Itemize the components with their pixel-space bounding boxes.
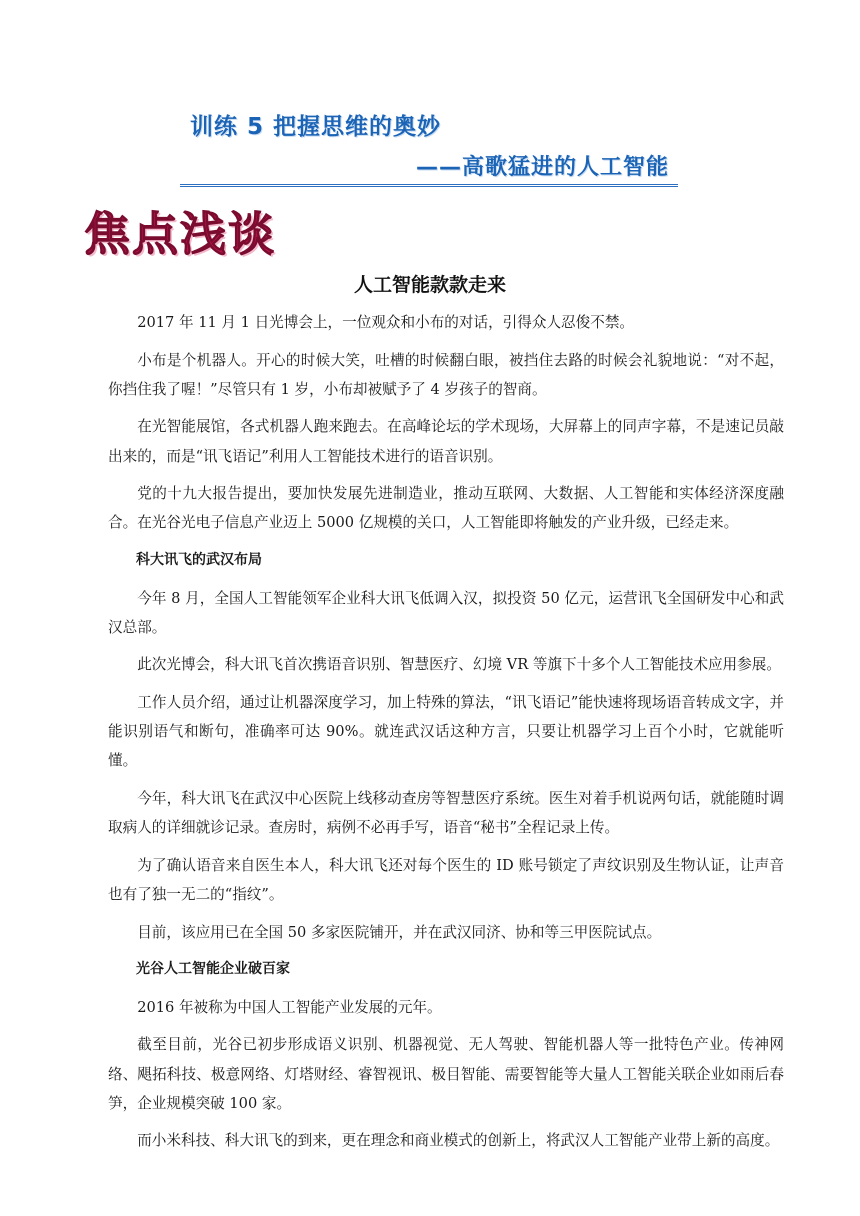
paragraph: 2016 年被称为中国人工智能产业发展的元年。 [137,998,442,1016]
paragraph: 截至目前，光谷已初步形成语义识别、机器视觉、无人驾驶、智能机器人等一批特色产业。传神网络、飓拓科技、极意网络、灯塔财经、睿智视讯、极目智能、需要智能等大量人工智能关联企业如雨后春笋，企业规模突破 100 家。 [108,1036,784,1112]
paragraph: 2017 年 11 月 1 日光博会上，一位观众和小布的对话，引得众人忍俊不禁。 [137,314,635,331]
paragraph: 为了确认语音来自医生本人，科大讯飞还对每个医生的 ID 账号锁定了声纹识别及生物认证，让声音也有了独一无二的“指纹”。 [108,856,784,903]
lesson-title: 训练 5 把握思维的奥妙 [190,114,442,140]
paragraph: 党的十九大报告提出，要加快发展先进制造业，推动互联网、大数据、人工智能和实体经济深度融合。在光谷光电子信息产业迈上 5000 亿规模的关口，人工智能即将触发的产业升级，已经走来。 [108,485,784,532]
paragraph: 而小米科技、科大讯飞的到来，更在理念和商业模式的创新上，将武汉人工智能产业带上新的高度。 [137,1132,780,1150]
section-heading: 科大讯飞的武汉布局 [136,551,262,568]
article-body [108,308,784,1164]
header-divider [180,184,678,187]
paragraph: 今年 8 月，全国人工智能领军企业科大讯飞低调入汉，拟投资 50 亿元，运营讯飞全国研发中心和武汉总部。 [108,589,784,636]
section-heading: 光谷人工智能企业破百家 [136,961,290,978]
paragraph: 今年，科大讯飞在武汉中心医院上线移动查房等智慧医疗系统。医生对着手机说两句话，就能随时调取病人的详细就诊记录。查房时，病例不必再手写，语音“秘书”全程记录上传。 [108,789,784,837]
paragraph: 小布是个机器人。开心的时候大笑，吐槽的时候翻白眼，被挡住去路的时候会礼貌地说：“对不起，你挡住我了喔！”尽管只有 1 岁，小布却被赋予了 4 岁孩子的智商。 [108,351,784,398]
paragraph: 在光智能展馆，各式机器人跑来跑去。在高峰论坛的学术现场，大屏幕上的同声字幕，不是速记员敲出来的，而是“讯飞语记”利用人工智能技术进行的语音识别。 [108,418,784,465]
paragraph: 此次光博会，科大讯飞首次携语音识别、智慧医疗、幻境 VR 等旗下十多个人工智能技术应用参展。 [137,656,781,674]
paragraph: 工作人员介绍，通过让机器深度学习，加上特殊的算法，“讯飞语记”能快速将现场语音转成文字，并能识别语气和断句，准确率可达 90%。就连武汉话这种方言，只要让机器学习上百个小时，它就能听懂。 [108,693,784,770]
paragraph: 目前，该应用已在全国 50 多家医院铺开，并在武汉同济、协和等三甲医院试点。 [137,923,662,941]
article-title: 人工智能款款走来 [353,274,506,296]
lesson-subtitle: ——高歌猛进的人工智能 [416,155,670,180]
section-banner: 焦点浅谈 [84,207,276,261]
